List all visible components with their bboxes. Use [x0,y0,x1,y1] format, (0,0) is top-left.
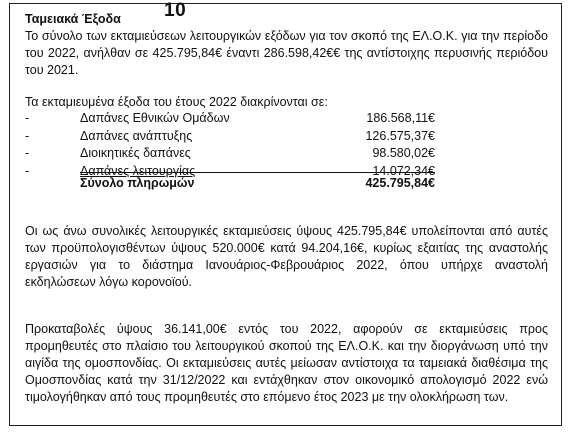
paragraph-advances: Προκαταβολές ύψους 36.141,00€ εντός του 2022, αφορούν σε εκταμιεύσεις προς προμηθευτές στο πλαίσιο του λειτουργικού σκοπού της ΕΛ.Ο.Κ. και την διοργάνωση υπό την αιγίδα της ομοσπονδίας. Οι εκταμιεύσεις αυτές μείωσαν αντίστοιχα τα ταμειακά διαθέσιμα της Ομοσπονδίας κατά την 31/12/2022 και εντάχθηκαν στον οικονομικό απολογισμό 2022 ενώ τιμολογήθηκαν από τους προμηθευτές στο επόμενο έτος 2023 με την ολοκλήρωση των. [25,322,548,404]
paragraph-summary: Το σύνολο των εκταμιεύσεων λειτουργικών εξόδων για τον σκοπό της ΕΛ.Ο.Κ. για την περίοδο του 2022, ανήλθαν σε 425.795,84€ έναντι 286.598,42€€ της αντίστοιχης περυσινής περιόδου του 2021. [25,29,548,77]
expense-label: Δαπάνες Εθνικών Ομάδων [80,111,230,125]
list-dash: - [25,111,30,125]
list-dash: - [25,128,30,143]
total-divider [80,172,435,173]
expense-amount: 98.580,02€ [372,146,435,160]
total-row [25,176,435,194]
paragraph-breakdown-intro: Τα εκταμιευμένα έξοδα του έτους 2022 διακρίνονται σε: [25,95,328,109]
expense-label: Δαπάνες λειτουργίας [80,163,196,178]
total-label: Σύνολο πληρωμών [80,176,195,190]
expense-row [25,111,435,129]
page-number: 10 [164,0,187,21]
expense-row [25,129,435,147]
expense-row [25,146,435,164]
expense-label: Διοικητικές δαπάνες [80,146,191,160]
expense-amount: 186.568,11€ [366,111,435,125]
paragraph-variance: Οι ως άνω συνολικές λειτουργικές εκταμιεύσεις ύψους 425.795,84€ υπολείπονται από αυτές των προϋπολογισθέντων ύψους 520.000€ κατά 94.204,16€, κυρίως εξαιτίας της αναστολής εργασιών για το διάστημα Ιανουάριος-Φεβρουάριος 2022, όπου υπήρχε αναστολή εκδηλώσεων λόγω κορονοϊού. [25,224,548,289]
expense-amount: 14.072,34€ [372,163,435,178]
list-dash: - [25,146,30,160]
expense-label: Δαπάνες ανάπτυξης [80,128,193,143]
expenses-list [25,111,435,181]
section-heading: Ταμειακά Έξοδα [25,12,121,26]
total-amount: 425.795,84€ [365,176,435,190]
expense-amount: 126.575,37€ [365,128,435,143]
list-dash: - [25,163,30,178]
